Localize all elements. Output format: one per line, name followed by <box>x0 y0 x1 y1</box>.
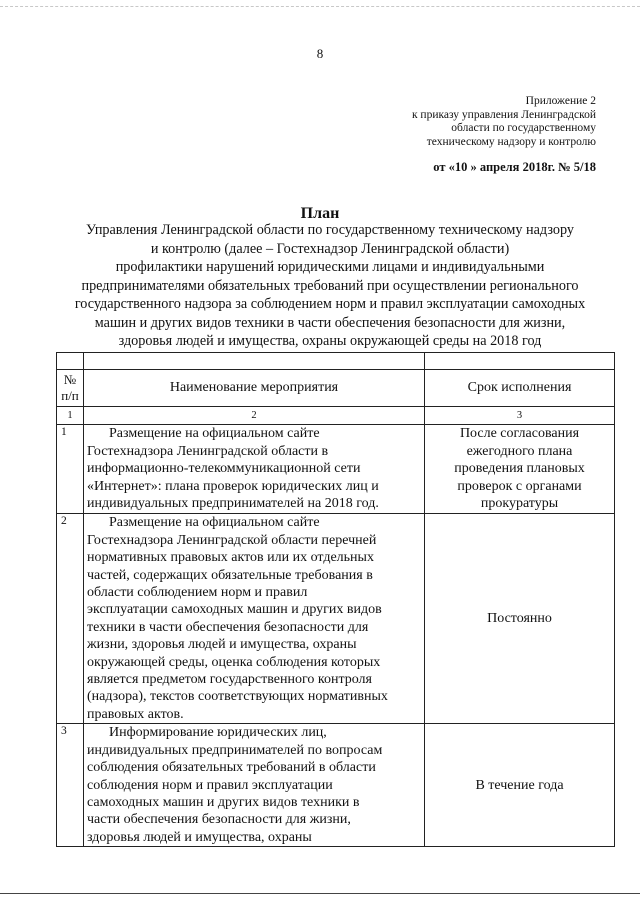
row-term <box>425 514 615 724</box>
appendix-line-1: Приложение 2 <box>525 95 596 107</box>
desc-line: жизни, здоровья людей и имущества, охраны <box>87 637 357 653</box>
desc-line: Гостехнадзора Ленинградской области перечней <box>87 532 377 548</box>
header-num-line-1: № <box>63 372 77 387</box>
plan-table <box>56 352 615 847</box>
table-row <box>57 724 615 847</box>
header-num-line-2: п/п <box>61 388 79 403</box>
subtitle-line-7: здоровья людей и имущества, охраны окружающей среды на 2018 год <box>118 333 542 349</box>
desc-line: окружающей среды, оценка соблюдения которых <box>87 654 381 670</box>
term-line: В течение года <box>475 777 564 793</box>
desc-line: нормативных правовых актов или их отдельных <box>87 550 374 566</box>
desc-line: самоходных машин и других видов техники в <box>87 794 360 810</box>
subtitle-line-4: предпринимателями обязательных требований при осуществлении регионального <box>81 277 579 294</box>
desc-line: техники в части обеспечения безопасности для <box>87 619 369 635</box>
appendix-block <box>336 95 596 149</box>
row-number: 2 <box>57 514 84 724</box>
subtitle-line-1: Управления Ленинградской области по государственному техническому надзору <box>86 222 574 238</box>
appendix-line-4: техническому надзору и контролю <box>426 135 596 148</box>
column-number-2: 2 <box>84 407 425 425</box>
desc-line: части обеспечения безопасности для жизни, <box>87 812 351 828</box>
desc-line: индивидуальных предпринимателей на 2018 год. <box>87 496 379 512</box>
desc-line: здоровья людей и имущества, охраны <box>87 829 312 845</box>
term-line: После согласования <box>459 426 580 442</box>
subtitle-line-2: и контролю (далее – Гостехнадзор Ленинградской области) <box>150 240 510 257</box>
subtitle-line-5: государственного надзора за соблюдением норм и правил эксплуатации самоходных <box>74 296 586 312</box>
row-description <box>84 425 425 514</box>
column-number-3: 3 <box>425 407 615 425</box>
desc-line: «Интернет»: плана проверок юридических лиц и <box>87 478 379 494</box>
desc-line: является предметом государственного контроля <box>87 672 372 688</box>
desc-line: эксплуатации самоходных машин и других видов <box>87 602 382 618</box>
desc-line: информационно-телекоммуникационной сети <box>87 461 361 477</box>
term-line: проверок с органами <box>457 478 582 494</box>
desc-line: правовых актов. <box>87 706 184 722</box>
term-line: проведения плановых <box>454 461 585 477</box>
subtitle-line-3: профилактики нарушений юридическими лицами и индивидуальными <box>115 259 545 275</box>
table-row <box>57 514 615 724</box>
row-number: 3 <box>57 724 84 847</box>
order-date: от «10 » апреля 2018г. № 5/18 <box>433 160 596 174</box>
desc-line: Размещение на официальном сайте <box>109 515 320 531</box>
header-term: Срок исполнения <box>425 370 615 407</box>
row-description <box>84 724 425 847</box>
page-number: 8 <box>316 46 324 61</box>
scan-top-border <box>0 6 640 7</box>
row-number: 1 <box>57 425 84 514</box>
desc-line: (надзора), текстов соответствующих нормативных <box>87 689 388 705</box>
header-num <box>57 370 84 407</box>
row-term <box>425 724 615 847</box>
row-term <box>425 425 615 514</box>
desc-line: частей, содержащих обязательные требования в <box>87 567 373 583</box>
table-column-numbers-row <box>57 407 615 425</box>
desc-line: области соблюдением норм и правил <box>87 585 308 601</box>
scan-bottom-border <box>0 893 640 894</box>
row-description <box>84 514 425 724</box>
header-name: Наименование мероприятия <box>84 370 425 407</box>
table-row <box>57 425 615 514</box>
term-line: прокуратуры <box>480 496 559 512</box>
subtitle-line-6: машин и других видов техники в части обеспечения безопасности для жизни, <box>94 314 566 331</box>
document-subtitle <box>50 221 610 351</box>
term-line: Постоянно <box>487 611 552 627</box>
desc-line: Информирование юридических лиц, <box>109 725 327 741</box>
appendix-line-3: области по государственному <box>451 122 596 134</box>
desc-line: Гостехнадзора Ленинградской области в <box>87 443 329 459</box>
desc-line: соблюдения обязательных требований в области <box>87 760 376 776</box>
desc-line: соблюдения норм и правил эксплуатации <box>87 777 333 793</box>
appendix-line-2: к приказу управления Ленинградской <box>411 108 596 121</box>
term-line: ежегодного плана <box>466 443 573 459</box>
desc-line: индивидуальных предпринимателей по вопросам <box>87 742 383 758</box>
document-title: План <box>300 205 340 222</box>
table-header-row <box>57 370 615 407</box>
column-number-1: 1 <box>57 407 84 425</box>
desc-line: Размещение на официальном сайте <box>109 426 320 442</box>
table-blank-row <box>57 353 615 370</box>
